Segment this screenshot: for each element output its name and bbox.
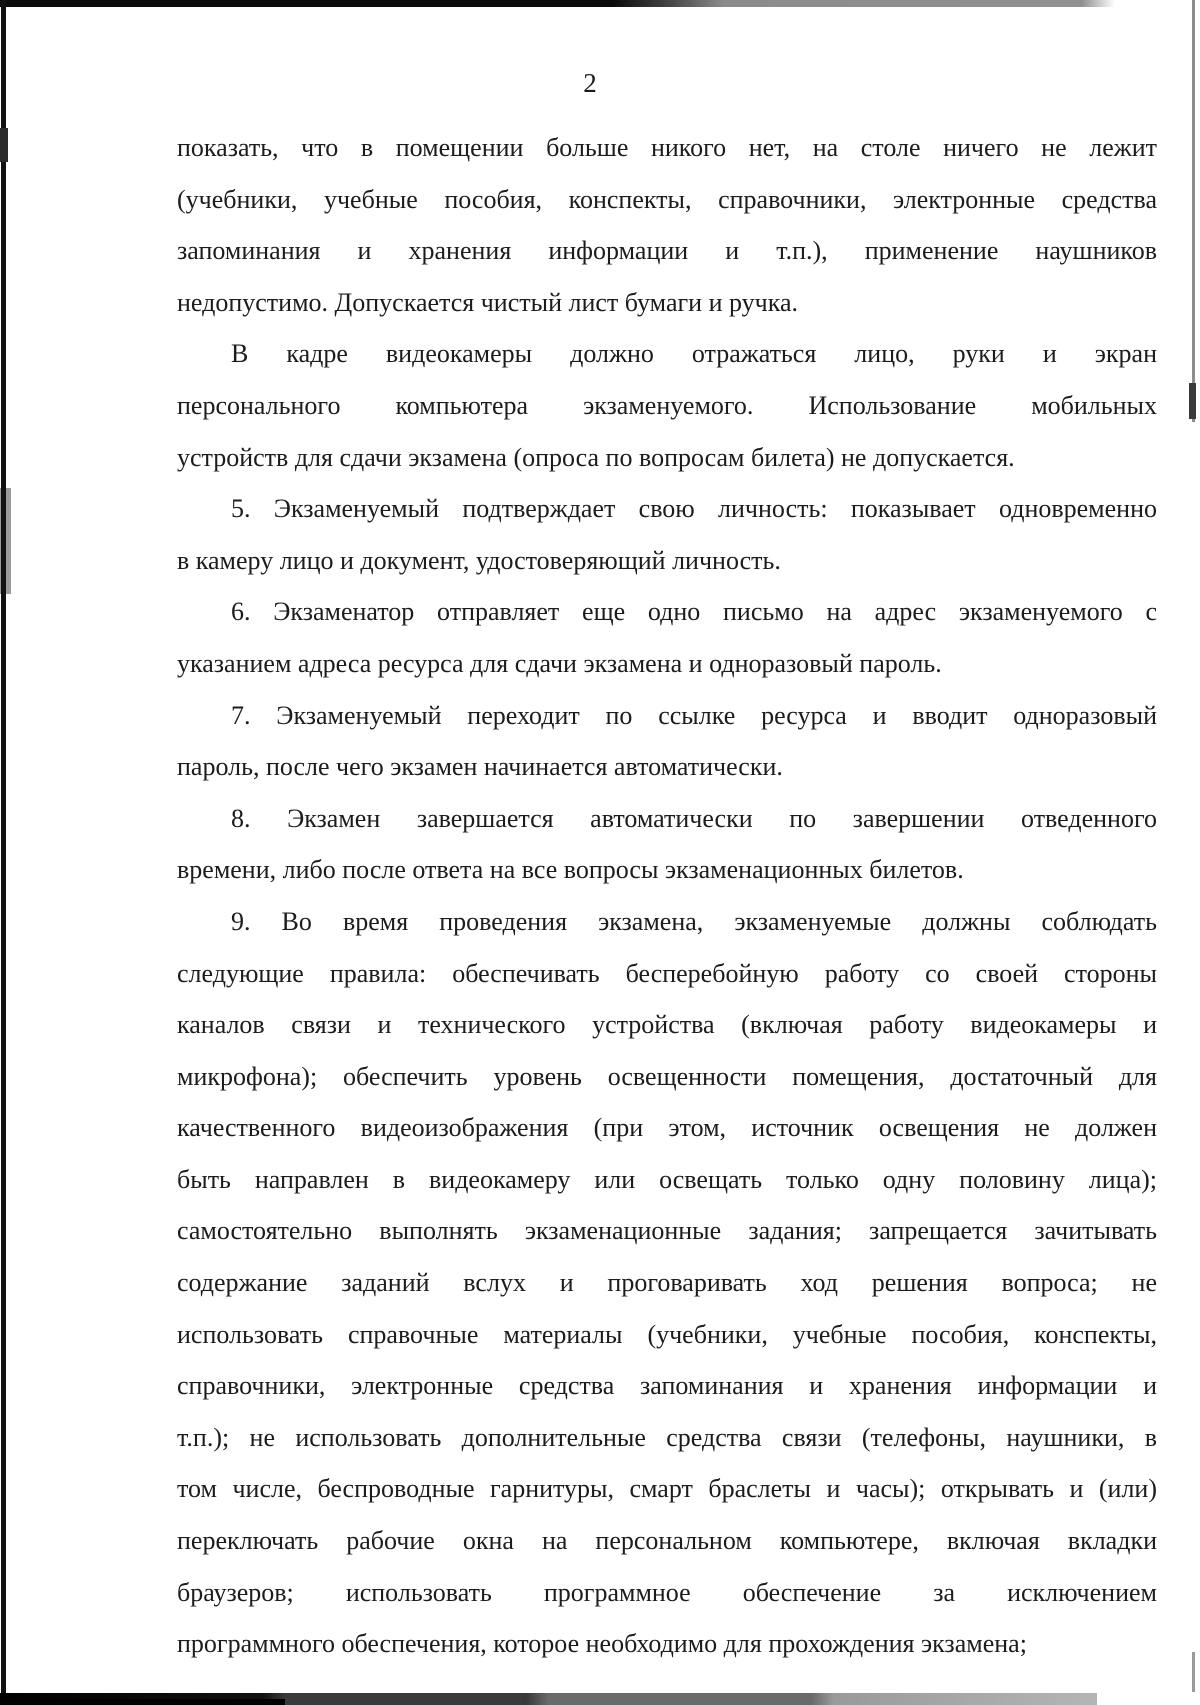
text-line: 8. Экзамен завершается автоматически по завершении отведенного (231, 803, 1157, 833)
text-line: справочники, электронные средства запоминания и хранения информации и (177, 1371, 1157, 1401)
text-line: 9. Во время проведения экзамена, экзаменуемые должны соблюдать (231, 906, 1157, 936)
text-line: в камеру лицо и документ, удостоверяющий личность. (177, 545, 781, 575)
text-line: т.п.); не использовать дополнительные средства связи (телефоны, наушники, в (177, 1422, 1157, 1452)
text-line: 7. Экзаменуемый переходит по ссылке ресурса и вводит одноразовый (231, 700, 1157, 730)
text-line: пароль, после чего экзамен начинается автоматически. (177, 752, 783, 782)
document-body (177, 122, 1157, 1670)
text-line: содержание заданий вслух и проговаривать ход решения вопроса; не (177, 1268, 1157, 1298)
text-line: том числе, беспроводные гарнитуры, смарт браслеты и часы); открывать и (или) (177, 1474, 1157, 1504)
scan-artifact-top-edge (0, 0, 1115, 7)
text-line: переключать рабочие окна на персональном компьютере, включая вкладки (177, 1526, 1157, 1556)
text-line: качественного видеоизображения (при этом, источник освещения не должен (177, 1113, 1157, 1143)
text-line: использовать справочные материалы (учебники, учебные пособия, конспекты, (177, 1319, 1157, 1349)
text-line: (учебники, учебные пособия, конспекты, справочники, электронные средства (177, 184, 1157, 214)
text-line: каналов связи и технического устройства (включая работу видеокамеры и (177, 1010, 1157, 1040)
scan-artifact-right-bottom-mark (1192, 1652, 1195, 1692)
text-line: 5. Экзаменуемый подтверждает свою личность: показывает одновременно (231, 494, 1157, 524)
text-line: недопустимо. Допускается чистый лист бумаги и ручка. (177, 287, 798, 317)
scan-artifact-left-edge (1, 0, 6, 1705)
text-line: браузеров; использовать программное обеспечение за исключением (177, 1577, 1157, 1607)
text-line: микрофона); обеспечить уровень освещенности помещения, достаточный для (177, 1061, 1157, 1091)
text-line: следующие правила: обеспечивать бесперебойную работу со своей стороны (177, 958, 1157, 988)
scan-artifact-right-blob (1189, 383, 1196, 419)
scan-artifact-right-edge (1192, 0, 1195, 422)
text-line: устройств для сдачи экзамена (опроса по вопросам билета) не допускается. (177, 442, 1015, 472)
text-line: показать, что в помещении больше никого нет, на столе ничего не лежит (177, 133, 1157, 162)
text-line: быть направлен в видеокамеру или освещать только одну половину лица); (177, 1164, 1157, 1194)
text-line: времени, либо после ответа на все вопросы экзаменационных билетов. (177, 855, 964, 885)
text-line: персонального компьютера экзаменуемого. Использование мобильных (177, 390, 1157, 420)
text-line: указанием адреса ресурса для сдачи экзамена и одноразовый пароль. (177, 648, 942, 678)
text-line: самостоятельно выполнять экзаменационные задания; запрещается зачитывать (177, 1216, 1157, 1246)
text-line: программного обеспечения, которое необходимо для прохождения экзамена; (177, 1629, 1027, 1659)
scan-artifact-bottom-dark-strip (0, 1699, 285, 1705)
page-number: 2 (583, 68, 597, 98)
text-line: 6. Экзаменатор отправляет еще одно письмо на адрес экзаменуемого с (231, 597, 1157, 627)
text-line: В кадре видеокамеры должно отражаться лицо, руки и экран (231, 339, 1157, 369)
text-line: запоминания и хранения информации и т.п.), применение наушников (177, 236, 1157, 266)
scan-artifact-left-notch (0, 128, 8, 162)
